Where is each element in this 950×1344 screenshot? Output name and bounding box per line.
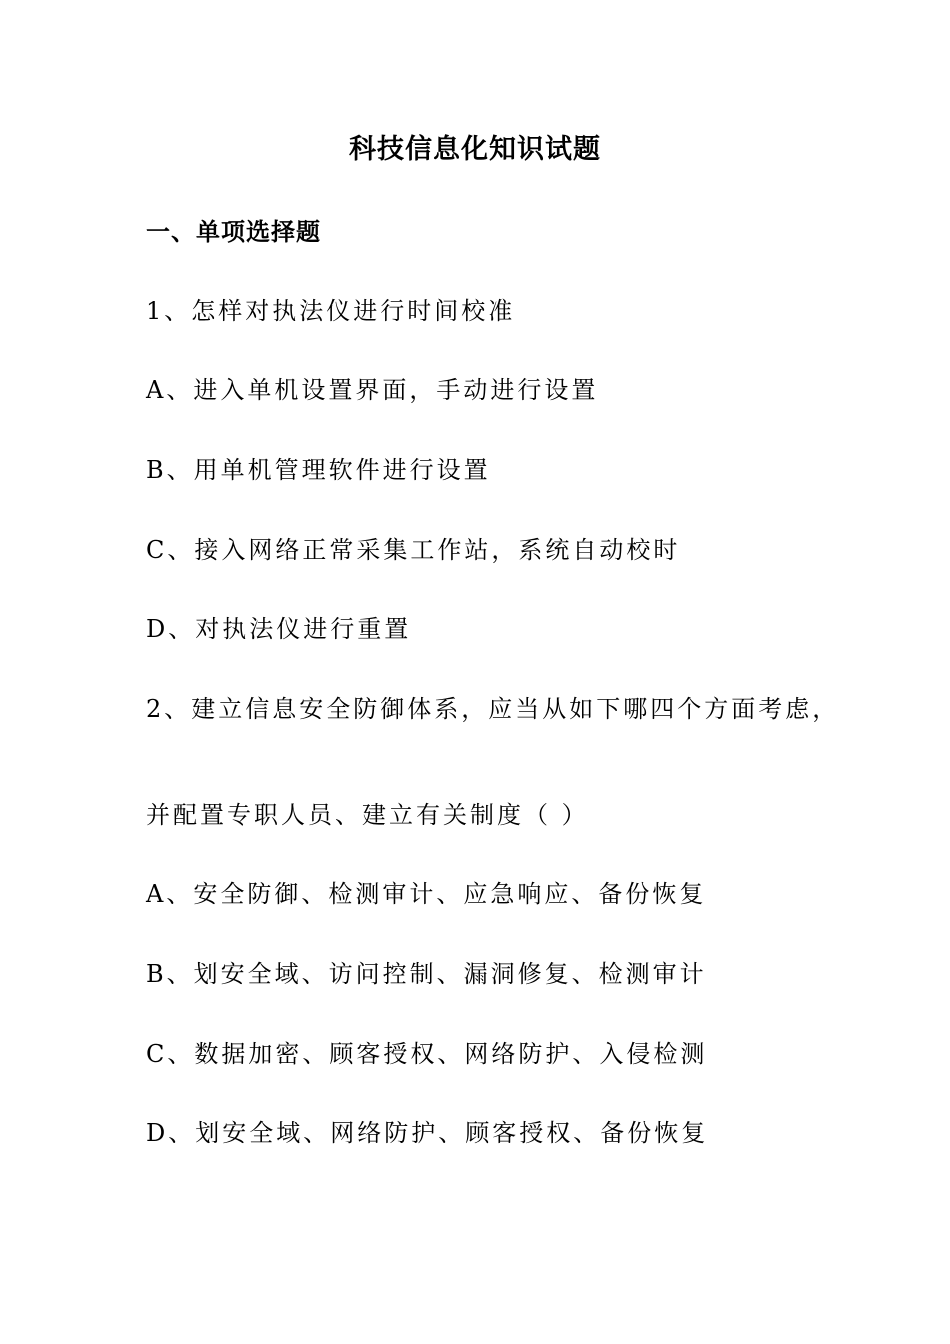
- section-heading: 一、单项选择题: [146, 217, 321, 246]
- question-1-option-d: D、对执法仪进行重置: [146, 615, 412, 643]
- question-2-option-d: D、划安全域、网络防护、顾客授权、备份恢复: [146, 1119, 709, 1147]
- question-2-option-c: C、数据加密、顾客授权、网络防护、入侵检测: [146, 1040, 708, 1068]
- question-1-option-a: A、进入单机设置界面，手动进行设置: [146, 376, 599, 404]
- question-2-option-a: A、安全防御、检测审计、应急响应、备份恢复: [146, 880, 707, 908]
- question-1-stem: 1、怎样对执法仪进行时间校准: [146, 297, 516, 325]
- document-title: 科技信息化知识试题: [349, 134, 601, 165]
- question-1-option-c: C、接入网络正常采集工作站，系统自动校时: [146, 536, 681, 564]
- question-2-stem-line-2: 并配置专职人员、建立有关制度（ ）: [146, 801, 589, 829]
- question-2-option-b: B、划安全域、访问控制、漏洞修复、检测审计: [146, 960, 707, 988]
- question-1-option-b: B、用单机管理软件进行设置: [146, 456, 491, 484]
- question-2-stem-line-1: 2、建立信息安全防御体系，应当从如下哪四个方面考虑，: [146, 695, 840, 723]
